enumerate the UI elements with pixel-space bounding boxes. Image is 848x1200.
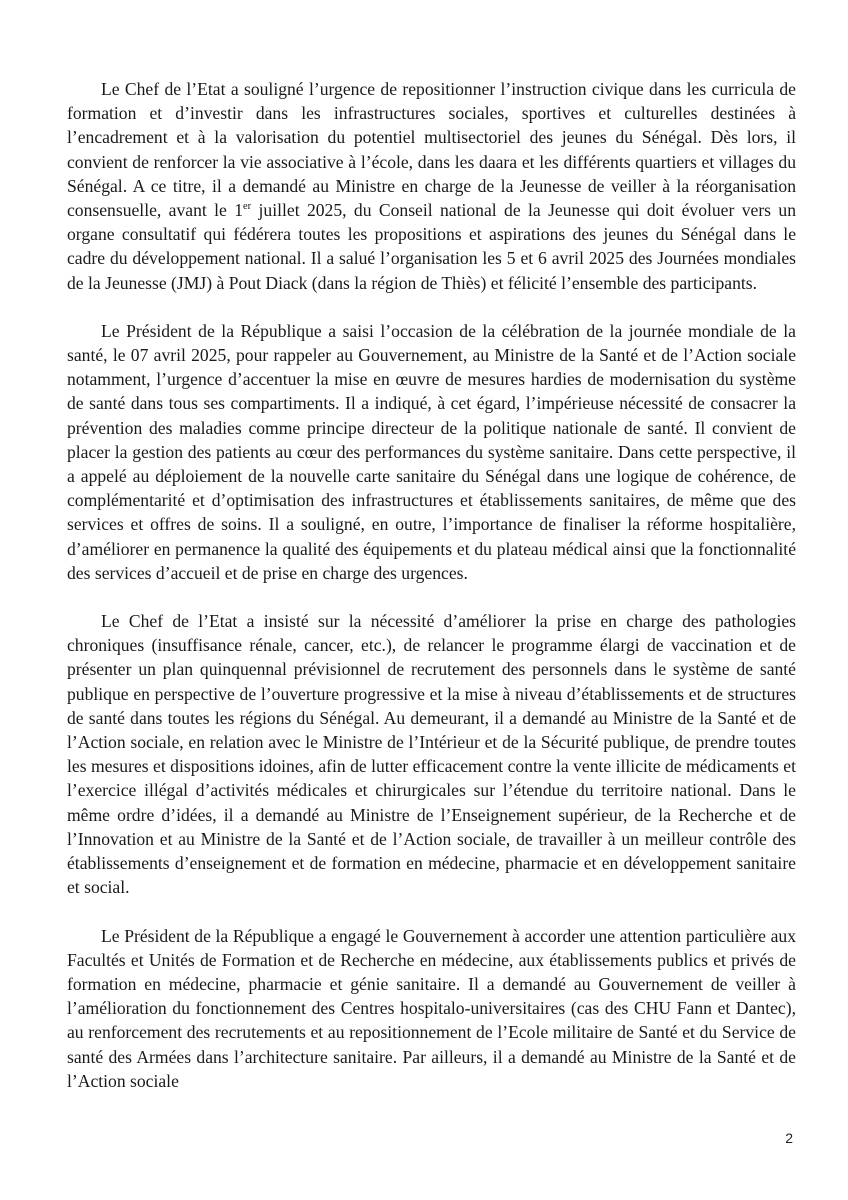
document-body [67, 77, 796, 1093]
paragraph-youth-text-start: Le Chef de l’Etat a souligné l’urgence de repositionner l’instruction civique dans les curricula de formation et d’investir dans les infrastructures sociales, sportives et culturelles destinées à l’encadrement et à la valorisation du potentiel multisectoriel des jeunes du Sénégal. Dès lors, il convient de renforcer la vie associative à l’école, dans les daara et les différents quartiers et villages du Sénégal. A ce titre, il a demandé au Ministre en charge de la Jeunesse de veiller à la réorganisation consensuelle, avant le 1 [67, 79, 796, 221]
ordinal-superscript: er [243, 201, 252, 213]
page-number: 2 [785, 1130, 793, 1146]
paragraph-medical-training: Le Président de la République a engagé le Gouvernement à accorder une attention particulière aux Facultés et Unités de Formation et de Recherche en médecine, aux établissements publics et privés de formation en médecine, pharmacie et génie sanitaire. Il a demandé au Gouvernement de veiller à l’amélioration du fonctionnement des Centres hospitalo-universitaires (cas des CHU Fann et Dantec), au renforcement des recrutements et au repositionnement de l’Ecole militaire de Santé et du Service de santé des Armées dans l’architecture sanitaire. Par ailleurs, il a demandé au Ministre de la Santé et de l’Action sociale [67, 925, 796, 1091]
paragraph-youth [67, 77, 796, 295]
paragraph-youth-text-end: juillet 2025, du Conseil national de la Jeunesse qui doit évoluer vers un organe consultatif qui fédérera toutes les propositions et aspirations des jeunes du Sénégal dans le cadre du développement national. Il a salué l’organisation les 5 et 6 avril 2025 des Journées mondiales de la Jeunesse (JMJ) à Pout Diack (dans la région de Thiès) et félicité l’ensemble des participants. [67, 200, 796, 293]
paragraph-chronic-pathologies: Le Chef de l’Etat a insisté sur la nécessité d’améliorer la prise en charge des pathologies chroniques (insuffisance rénale, cancer, etc.), de relancer le programme élargi de vaccination et de présenter un plan quinquennal prévisionnel de recrutement des personnels dans le système de santé publique en perspective de l’ouverture progressive et la mise à niveau d’établissements et de structures de santé dans toutes les régions du Sénégal. Au demeurant, il a demandé au Ministre de la Santé et de l’Action sociale, en relation avec le Ministre de l’Intérieur et de la Sécurité publique, de prendre toutes les mesures et dispositions idoines, afin de lutter efficacement contre la vente illicite de médicaments et l’exercice illégal d’activités médicales et chirurgicales sur l’étendue du territoire national. Dans le même ordre d’idées, il a demandé au Ministre de l’Enseignement supérieur, de la Recherche et de l’Innovation et au Ministre de la Santé et de l’Action sociale, de travailler à un meilleur contrôle des établissements d’enseignement et de formation en médecine, pharmacie et en développement sanitaire et social. [67, 611, 796, 898]
paragraph-health-day: Le Président de la République a saisi l’occasion de la célébration de la journée mondiale de la santé, le 07 avril 2025, pour rappeler au Gouvernement, au Ministre de la Santé et de l’Action sociale notamment, l’urgence d’accentuer la mise en œuvre de mesures hardies de modernisation du système de santé dans tous ses compartiments. Il a indiqué, à cet égard, l’impérieuse nécessité de consacrer la prévention des maladies comme principe directeur de la politique nationale de santé. Il convient de placer la gestion des patients au cœur des performances du système sanitaire. Dans cette perspective, il a appelé au déploiement de la nouvelle carte sanitaire du Sénégal dans une logique de cohérence, de complémentarité et d’optimisation des infrastructures et établissements sanitaires, de même que des services et offres de soins. Il a souligné, en outre, l’importance de finaliser la réforme hospitalière, d’améliorer en permanence la qualité des équipements et du plateau médical ainsi que la fonctionnalité des services d’accueil et de prise en charge des urgences. [67, 320, 796, 583]
